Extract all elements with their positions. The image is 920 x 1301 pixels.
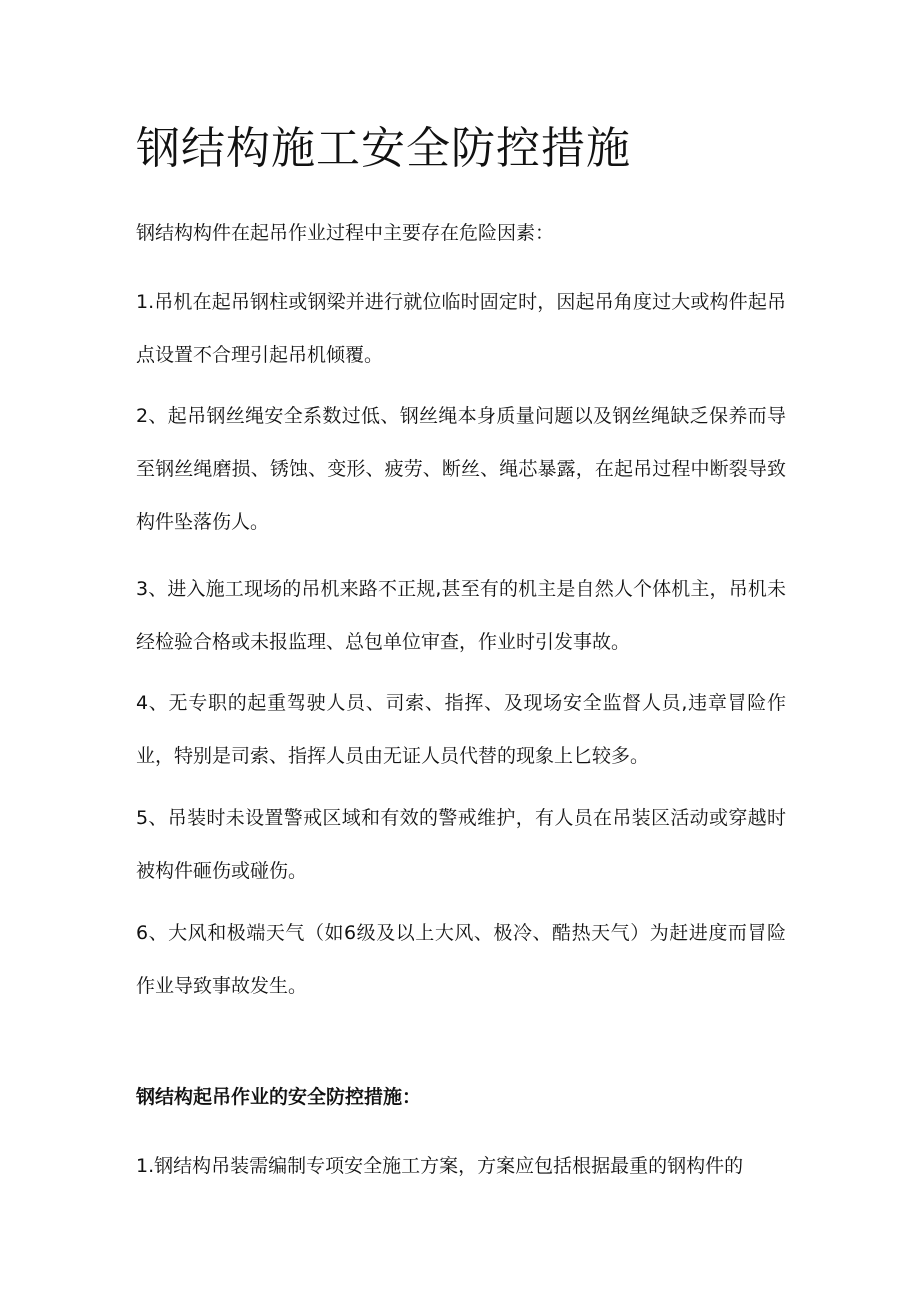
risk-item-4: 4、无专职的起重驾驶人员、司索、指挥、及现场安全监督人员,违章冒险作业，特别是司索、指挥人员由无证人员代替的现象上匕较多。 [136,692,786,767]
measures-heading: 钢结构起吊作业的安全防控措施： [136,1086,422,1108]
risk-item-2: 2、起吊钢丝绳安全系数过低、钢丝绳本身质量问题以及钢丝绳缺乏保养而导至钢丝绳磨损、锈蚀、变形、疲劳、断丝、绳芯暴露，在起吊过程中断裂导致构件坠落伤人。 [136,405,786,533]
measure-item-1: 1.钢结构吊装需编制专项安全施工方案，方案应包括根据最重的钢构件的 [136,1155,744,1177]
risk-item-6: 6、大风和极端天气（如6级及以上大风、极冷、酷热天气）为赶进度而冒险作业导致事故发生。 [136,922,786,997]
risk-item-5: 5、吊装时未设置警戒区域和有效的警戒维护，有人员在吊装区活动或穿越时被构件砸伤或碰伤。 [136,807,786,882]
document-title: 钢结构施工安全防控措施 [136,123,631,174]
risk-item-3: 3、进入施工现场的吊机来路不正规,甚至有的机主是自然人个体机主，吊机未经检验合格或未报监理、总包单位审查，作业时引发事故。 [136,578,786,653]
risk-item-1: 1.吊机在起吊钢柱或钢梁并进行就位临时固定时，因起吊角度过大或构件起吊点设置不合理引起吊机倾覆。 [136,291,786,366]
intro-paragraph: 钢结构构件在起吊作业过程中主要存在危险因素： [136,222,555,244]
